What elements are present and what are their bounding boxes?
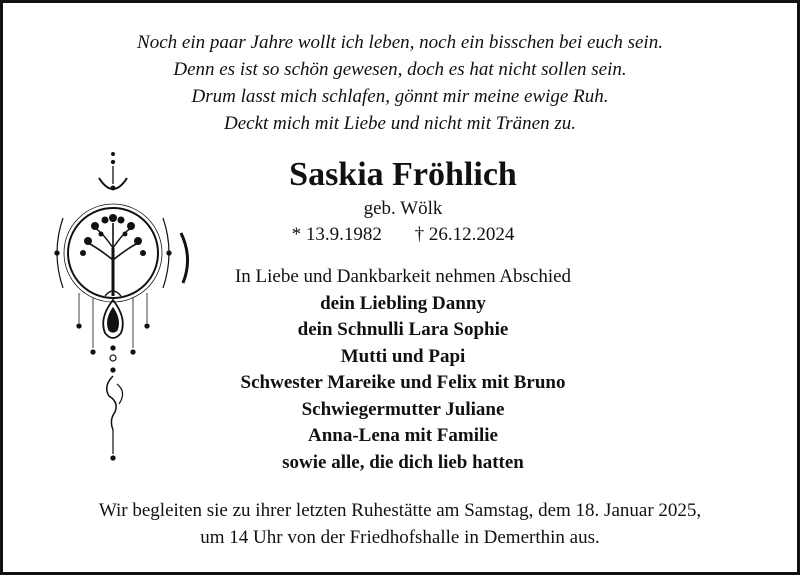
service-line: um 14 Uhr von der Friedhofshalle in Demerthin aus. bbox=[200, 527, 600, 548]
mourner-line: sowie alle, die dich lieb hatten bbox=[282, 451, 524, 473]
mourner-line: Anna-Lena mit Familie bbox=[308, 425, 498, 446]
poem-line: Denn es ist so schön gewesen, doch es hat nicht sollen sein. bbox=[173, 59, 627, 80]
birth-date: * 13.9.1982 bbox=[291, 224, 382, 245]
mourner-line: Schwester Mareike und Felix mit Bruno bbox=[240, 372, 566, 393]
poem-line: Deckt mich mit Liebe und nicht mit Tränen zu. bbox=[224, 113, 576, 134]
mourner-line: Schwiegermutter Juliane bbox=[301, 398, 505, 420]
death-date: † 26.12.2024 bbox=[414, 224, 515, 245]
mourner-line: dein Liebling Danny bbox=[320, 292, 486, 314]
tree-of-life-icon bbox=[43, 148, 203, 468]
poem-line: Noch ein paar Jahre wollt ich leben, noch ein bisschen bei euch sein. bbox=[137, 32, 663, 53]
farewell-intro: In Liebe und Dankbarkeit nehmen Abschied bbox=[234, 266, 572, 287]
mourner-line: dein Schnulli Lara Sophie bbox=[297, 319, 509, 340]
birth-name: geb. Wölk bbox=[363, 198, 443, 219]
service-line: Wir begleiten sie zu ihrer letzten Ruhestätte am Samstag, dem 18. Januar 2025, bbox=[98, 500, 702, 521]
life-dates bbox=[193, 222, 613, 248]
poem bbox=[3, 29, 797, 137]
funeral-service-info bbox=[3, 497, 797, 551]
mourners-list bbox=[183, 264, 623, 476]
mourner-line: Mutti und Papi bbox=[340, 345, 466, 367]
deceased-name: Saskia Fröhlich bbox=[289, 156, 517, 193]
poem-line: Drum lasst mich schlafen, gönnt mir meine ewige Ruh. bbox=[191, 86, 609, 107]
